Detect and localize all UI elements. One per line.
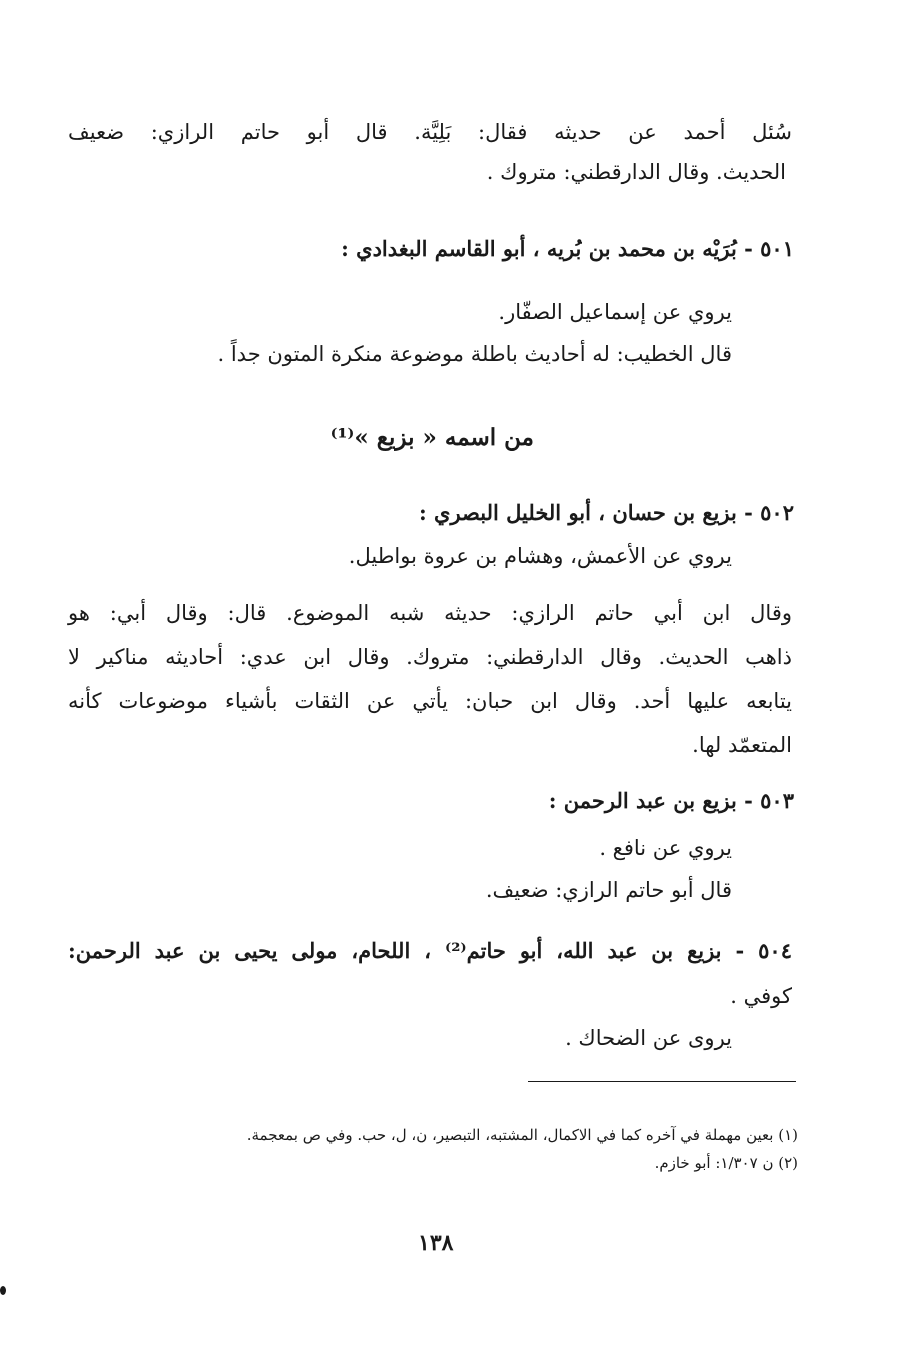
entry-502-line-3: ذاهب الحديث. وقال الدارقطني: متروك. وقال ابن عدي: أحاديثه مناكير لا: [68, 645, 792, 669]
entry-503-title: ٥٠٣ - بزيع بن عبد الرحمن :: [548, 788, 794, 813]
entry-504-line-1: كوفي .: [730, 984, 792, 1008]
entry-502-line-5: المتعمّد لها.: [692, 733, 792, 757]
page-number: ١٣٨: [418, 1230, 454, 1256]
entry-502-line-1: يروي عن الأعمش، وهشام بن عروة بواطيل.: [348, 544, 732, 568]
entry-502-title: ٥٠٢ - بزيع بن حسان ، أبو الخليل البصري :: [418, 500, 794, 525]
intro-line-2: الحديث. وقال الدارقطني: متروك .: [486, 160, 786, 184]
footnote-divider: [528, 1081, 796, 1082]
entry-502-line-4: يتابعه عليها أحد. وقال ابن حبان: يأتي عن الثقات بأشياء موضوعات كأنه: [68, 689, 792, 713]
entry-501-line-1: يروي عن إسماعيل الصفّار.: [498, 300, 732, 324]
entry-501-title: ٥٠١ - بُرَيْه بن محمد بن بُريه ، أبو القاسم البغدادي :: [341, 236, 794, 261]
entry-501-line-2: قال الخطيب: له أحاديث باطلة موضوعة منكرة المتون جداً .: [217, 342, 732, 366]
scan-speck: [0, 1286, 6, 1295]
entry-504-title: ٥٠٤ - بزيع بن عبد الله، أبو حاتم⁽²⁾ ، اللحام، مولى يحيى بن عبد الرحمن:: [68, 938, 792, 963]
entry-503-line-2: قال أبو حاتم الرازي: ضعيف.: [485, 878, 732, 902]
entry-502-line-2: وقال ابن أبي حاتم الرازي: حديثه شبه الموضوع. قال: وقال أبي: هو: [68, 601, 792, 625]
intro-line-1: سُئل أحمد عن حديثه فقال: بَلِيَّة. قال أبو حاتم الرازي: ضعيف: [68, 120, 792, 144]
entry-503-line-1: يروي عن نافع .: [599, 836, 732, 860]
footnote-1: (١) بعين مهملة في آخره كما في الاكمال، المشتبه، التبصير، ن، ل، حب. وفي ص بمعجمة.: [246, 1126, 798, 1144]
footnote-2: (٢) ن ١/٣٠٧: أبو خازم.: [654, 1154, 798, 1172]
section-heading: من اسمه « بزيع »⁽¹⁾: [330, 424, 534, 451]
entry-504-line-2: يروى عن الضحاك .: [565, 1026, 732, 1050]
